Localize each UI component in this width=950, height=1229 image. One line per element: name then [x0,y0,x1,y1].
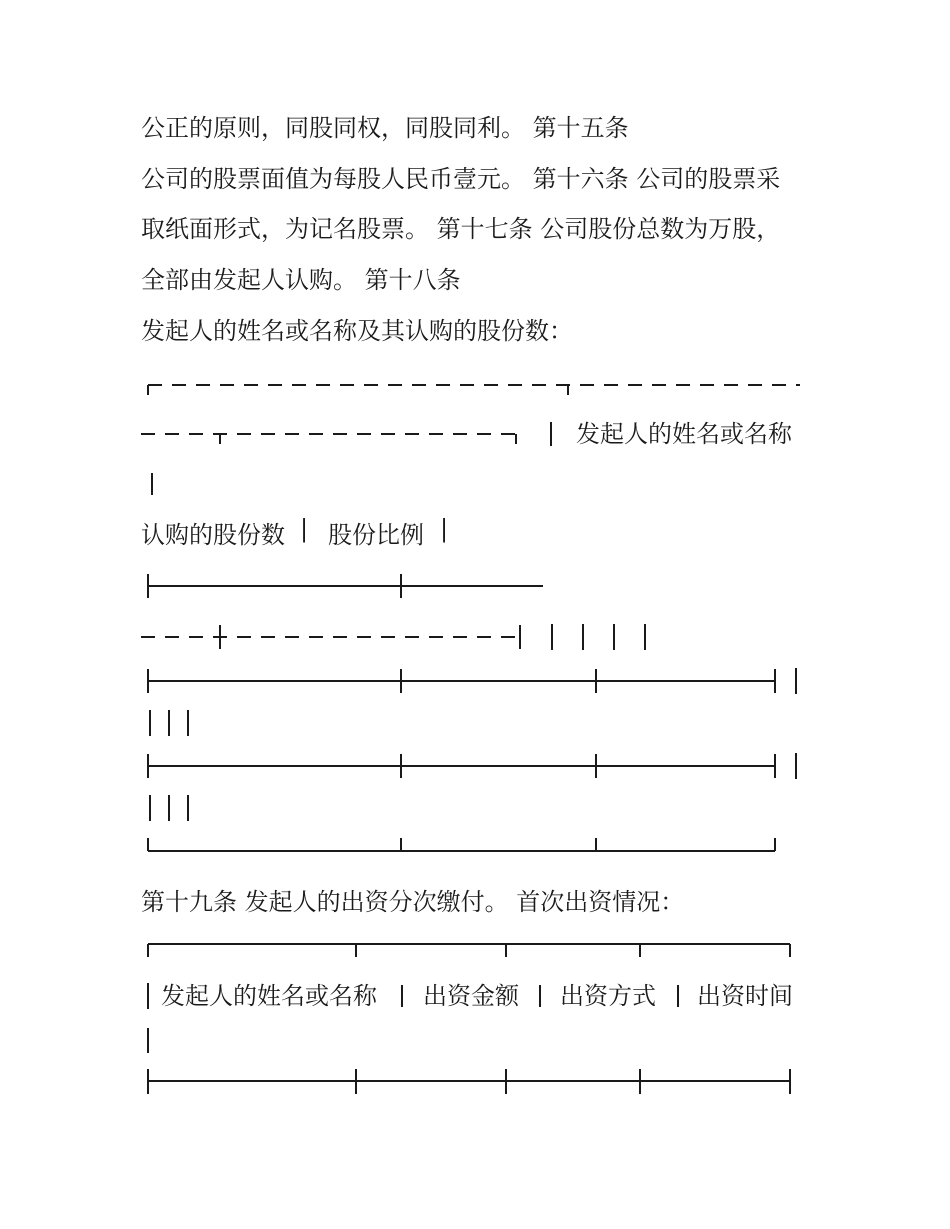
table2-header-name: 发起人的姓名或名称 [161,982,377,1010]
table1-divider-2: | [440,515,449,543]
table1-header-shares: 认购的股份数 [141,521,285,549]
table2-header-method: 出资方式 [560,982,656,1010]
table1-header-name: 发起人的姓名或名称 [576,420,792,448]
table2-header-amount: 出资金额 [423,982,519,1010]
table1-divider-1: | [300,515,309,543]
paragraph-line-1: 公正的原则，同股同权，同股同利。 第十五条 [141,114,629,142]
paragraph-line-4: 全部由发起人认购。 第十八条 [141,266,461,294]
section-19-text: 第十九条 发起人的出资分次缴付。 首次出资情况： [141,888,685,916]
table1-header-ratio: 股份比例 [328,521,424,549]
paragraph-line-3: 取纸面形式，为记名股票。 第十七条 公司股份总数为万股， [141,215,781,243]
paragraph-line-5: 发起人的姓名或名称及其认购的股份数： [141,317,573,345]
paragraph-line-2: 公司的股票面值为每股人民币壹元。 第十六条 公司的股票采 [141,165,781,193]
contributions-table-ruling [148,944,790,1094]
table2-header-time: 出资时间 [697,982,793,1010]
